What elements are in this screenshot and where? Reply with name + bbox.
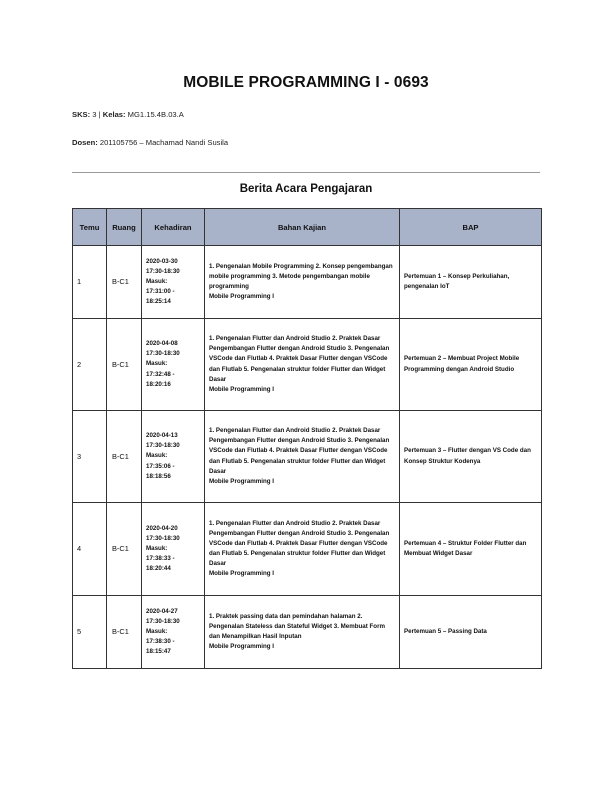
cell-kehadiran: [142, 246, 205, 319]
header-divider: [72, 172, 540, 173]
header-bap: BAP: [400, 209, 542, 246]
cell-temu: 2: [73, 319, 107, 411]
bahan-text: 1. Praktek passing data dan pemindahan halaman 2. Pengenalan Stateless dan Stateful Widget 3. Membuat Form dan Menampilkan Hasil Inputan Mobile Programming I: [209, 612, 385, 651]
cell-temu: 1: [73, 246, 107, 319]
sks-value: 3: [92, 110, 97, 119]
sks-label: SKS:: [72, 110, 91, 119]
kelas-value: MG1.15.4B.03.A: [127, 110, 184, 119]
header-bahan-kajian: Bahan Kajian: [205, 209, 400, 246]
bap-text: Pertemuan 5 – Passing Data: [404, 627, 487, 635]
cell-bahan-kajian: [205, 596, 400, 669]
cell-kehadiran: [142, 319, 205, 411]
meta-separator: |: [98, 110, 101, 119]
cell-bahan-kajian: [205, 319, 400, 411]
cell-bap: [400, 503, 542, 596]
cell-ruang: B-C1: [107, 246, 142, 319]
table-row: [73, 246, 542, 319]
table-row: [73, 503, 542, 596]
bap-text: Pertemuan 3 – Flutter dengan VS Code dan Konsep Struktur Kodenya: [404, 447, 531, 465]
table-header-row: [73, 209, 542, 246]
cell-ruang: B-C1: [107, 411, 142, 503]
cell-kehadiran: [142, 411, 205, 503]
kehadiran-text: 2020-03-30 17:30-18:30 Masuk: 17:31:00 - 18:25:14: [146, 257, 180, 306]
section-title: Berita Acara Pengajaran: [239, 183, 373, 195]
cell-temu: 4: [73, 503, 107, 596]
bap-text: Pertemuan 2 – Membuat Project Mobile Programming dengan Android Studio: [404, 355, 520, 373]
bap-text: Pertemuan 4 – Struktur Folder Flutter dan Membuat Widget Dasar: [404, 539, 527, 557]
cell-temu: 3: [73, 411, 107, 503]
cell-bap: [400, 411, 542, 503]
bahan-text: 1. Pengenalan Flutter dan Android Studio 2. Praktek Dasar Pengembangan Flutter dengan Android Studio 3. Pengenalan VSCode dan Flutlab 4. Praktek Dasar Flutter dengan VSCode dan Flutlab 5. Pengenalan struktur folder Flutter dan Widget Dasar Mobile Programming I: [209, 427, 390, 485]
table-row: [73, 596, 542, 669]
cell-bahan-kajian: [205, 246, 400, 319]
cell-ruang: B-C1: [107, 319, 142, 411]
dosen-label: Dosen:: [72, 138, 98, 147]
cell-ruang: B-C1: [107, 503, 142, 596]
page-title: MOBILE PROGRAMMING I - 0693: [183, 74, 429, 91]
cell-bap: [400, 596, 542, 669]
cell-bahan-kajian: [205, 411, 400, 503]
lecturer-line: [72, 138, 228, 147]
cell-ruang: B-C1: [107, 596, 142, 669]
cell-kehadiran: [142, 503, 205, 596]
bahan-text: 1. Pengenalan Flutter dan Android Studio 2. Praktek Dasar Pengembangan Flutter dengan Android Studio 3. Pengenalan VSCode dan Flutlab 4. Praktek Dasar Flutter dengan VSCode dan Flutlab 5. Pengenalan struktur folder Flutter dan Widget Dasar Mobile Programming I: [209, 335, 390, 393]
kehadiran-text: 2020-04-20 17:30-18:30 Masuk: 17:38:33 - 18:20:44: [146, 524, 180, 573]
teaching-record-table: [72, 208, 542, 669]
cell-temu: 5: [73, 596, 107, 669]
bahan-text: 1. Pengenalan Flutter dan Android Studio 2. Praktek Dasar Pengembangan Flutter dengan Android Studio 3. Pengenalan VSCode dan Flutlab 4. Praktek Dasar Flutter dengan VSCode dan Flutlab 5. Pengenalan struktur folder Flutter dan Widget Dasar Mobile Programming I: [209, 519, 390, 578]
header-ruang: Ruang: [107, 209, 142, 246]
kelas-label: Kelas:: [102, 110, 126, 119]
header-temu: Temu: [73, 209, 107, 246]
table-row: [73, 411, 542, 503]
cell-bahan-kajian: [205, 503, 400, 596]
dosen-value: 201105756 – Machamad Nandi Susila: [99, 138, 229, 147]
kehadiran-text: 2020-04-08 17:30-18:30 Masuk: 17:32:48 - 18:20:16: [146, 340, 180, 388]
course-meta-line: [72, 110, 184, 119]
bap-text: Pertemuan 1 – Konsep Perkuliahan, pengenalan IoT: [404, 272, 510, 290]
bahan-text: 1. Pengenalan Mobile Programming 2. Konsep pengembangan mobile programming 3. Metode pengembangan mobile programming Mobile Programming I: [209, 262, 393, 301]
cell-bap: [400, 319, 542, 411]
cell-bap: [400, 246, 542, 319]
header-kehadiran: Kehadiran: [142, 209, 205, 246]
kehadiran-text: 2020-04-27 17:30-18:30 Masuk: 17:38:30 - 18:15:47: [146, 607, 180, 656]
cell-kehadiran: [142, 596, 205, 669]
kehadiran-text: 2020-04-13 17:30-18:30 Masuk: 17:35:06 - 18:18:56: [146, 432, 180, 480]
table-row: [73, 319, 542, 411]
